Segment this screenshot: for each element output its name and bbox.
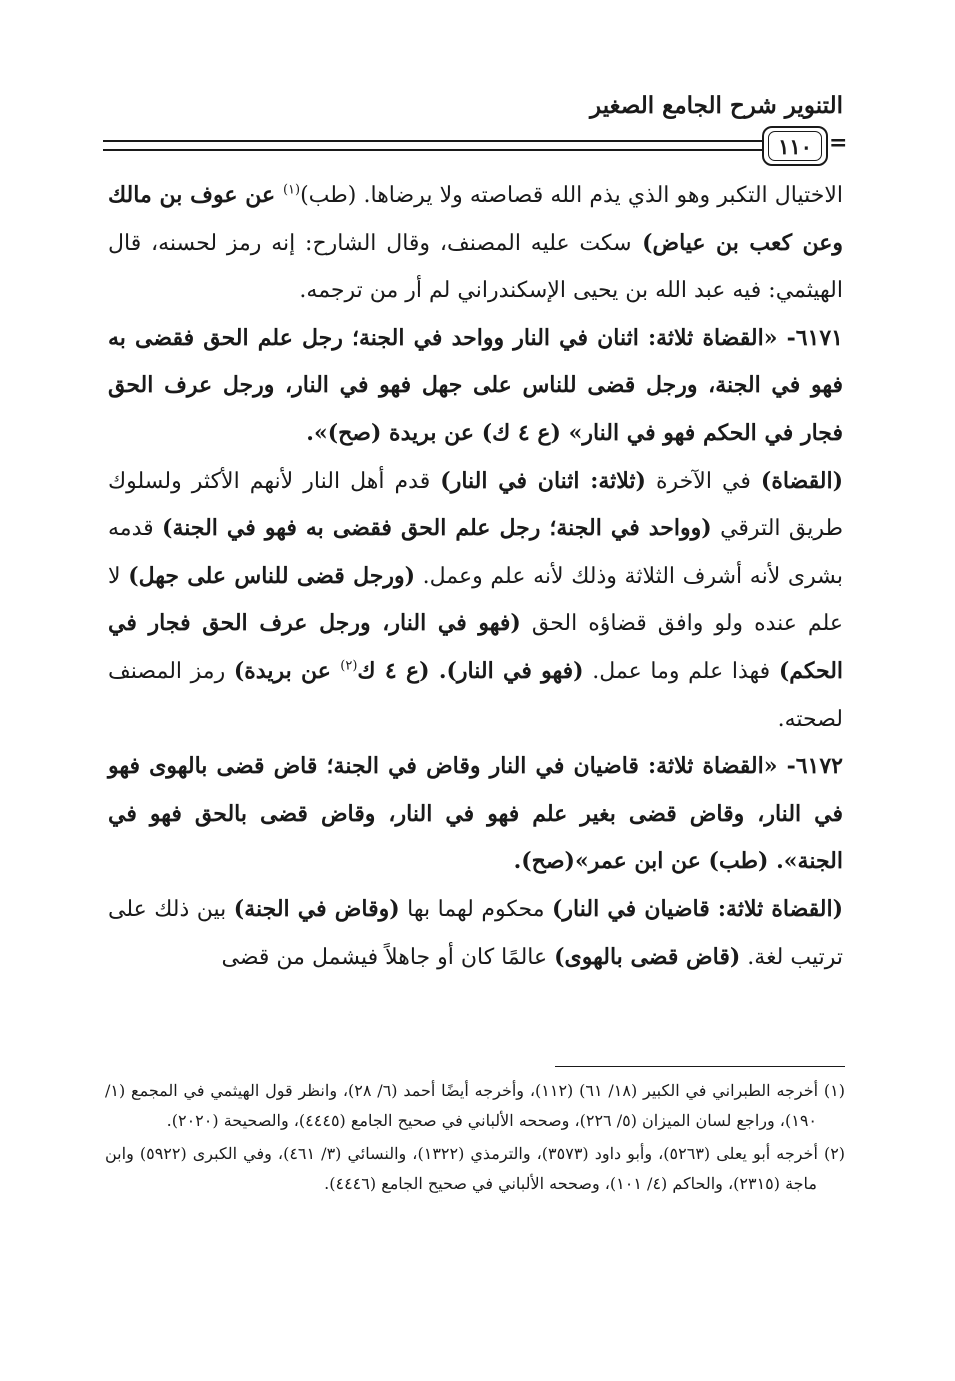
footnote-ref-1[interactable]: (١)	[282, 182, 301, 198]
bold-run: (ورجل قضى للناس على جهل)	[128, 562, 416, 589]
text-run: لا علم عنده ولو وافق قضاؤه الحق	[108, 563, 843, 637]
main-text	[108, 172, 843, 981]
bold-run: عن عوف بن مالك وعن كعب بن عياض)	[108, 182, 844, 256]
commentary-6171	[108, 458, 843, 744]
text-run: فهذا علم وما عمل.	[583, 658, 779, 684]
bold-run: (القضاة)	[760, 467, 843, 494]
header-rule-bottom	[103, 149, 763, 151]
bold-run: (وواحد في الجنة؛ رجل علم الحق فقضى به فهو في الجنة)	[162, 515, 712, 542]
bold-run: (قاض قضى بالهوى)	[554, 943, 741, 970]
hadith-number: ٦١٧٢-	[777, 753, 843, 780]
footnote-2: (٢) أخرجه أبو يعلى (٥٢٦٣)، وأبو داود (٣٥٧٣)، والترمذي (١٣٢٢)، والنسائي (٣/ ٤٦١)، وفي الكبرى (٥٩٢٢) وابن ماجة (٢٣١٥)، والحاكم (٤/ ١٠١)، وصححه الألباني في صحيح الجامع (٤٤٤٦).	[105, 1144, 846, 1193]
text-run: محكوم لهما بها	[399, 896, 552, 922]
bold-run: (ثلاثة: اثنان في النار)	[440, 467, 646, 494]
bold-run: عن بريدة)	[233, 657, 341, 684]
bold-run: (القضاة ثلاثة: قاضيان في النار)	[552, 895, 844, 922]
hadith-text: «القضاة ثلاثة: اثنان في النار وواحد في الجنة؛ رجل علم الحق فقضى به فهو في الجنة، ورجل قضى للناس على جهل فهو في النار، ورجل عرف الحق فجار في الحكم فهو في النار» (ع ٤ ك) عن بريدة (صح)».	[108, 324, 843, 446]
bold-run: (فهو في النار، ورجل عرف الحق فجار في الحكم)	[108, 610, 844, 684]
hadith-6171	[108, 315, 843, 458]
header-rule-top	[103, 140, 763, 142]
page-number	[762, 126, 828, 166]
bold-run: (وقاض في الجنة)	[233, 895, 400, 922]
page-mark: =	[829, 130, 848, 156]
paragraph-intro	[108, 172, 843, 315]
text-run: الاختيال التكبر وهو الذي يذم الله قصاصته ولا يرضاها. (طب)	[300, 183, 843, 208]
text-run: في الآخرة	[645, 468, 761, 494]
text-run: قدم أهل النار لأنهم الأكثر ولسلوك طريق الترقي	[108, 468, 844, 542]
hadith-6172	[108, 743, 843, 886]
hadith-number: ٦١٧١-	[777, 324, 843, 351]
footnotes	[105, 1076, 845, 1202]
text-run: عالمًا كان أو جاهلاً فيشمل من قضى	[221, 944, 555, 970]
hadith-text: «القضاة ثلاثة: قاضيان في النار وقاض في الجنة؛ قاض قضى بالهوى فهو في النار، وقاض قضى بغير علم فهو في النار، وقاض قضى بالحق فهو في الجنة». (طب) عن ابن عمر»(صح).	[108, 753, 843, 875]
page-number-text: ١١٠	[778, 133, 812, 159]
running-title: التنوير شرح الجامع الصغير	[590, 92, 843, 119]
commentary-6172	[108, 886, 843, 981]
footnote-separator	[555, 1066, 845, 1067]
text-run: رمز المصنف لصحته.	[108, 658, 843, 732]
footnote-1: (١) أخرجه الطبراني في الكبير (١٨/ ٦١) (١١٢)، وأخرجه أيضًا أحمد (٦/ ٢٨)، وانظر قول الهيثمي في المجمع (١/ ١٩٠)، وراجع لسان الميزان (٥/ ٢٢٦)، وصححه الألباني في صحيح الجامع (٤٤٤٥)، والصحيحة (٢٠٢٠).	[105, 1081, 845, 1130]
bold-run: (فهو في النار). (ع ٤ ك	[357, 657, 584, 684]
text-run: سكت عليه المصنف، وقال الشارح: إنه رمز لحسنه، قال الهيثمي: فيه عبد الله بن يحيى الإسكندراني لم أر من ترجمه.	[108, 230, 843, 304]
footnote-ref-2[interactable]: (٢)	[340, 658, 358, 674]
text-run: قدمه بشرى لأنه أشرف الثلاثة وذلك لأنه علم وعمل.	[108, 516, 844, 589]
text-run: بين ذلك على ترتيب لغة.	[108, 896, 843, 970]
